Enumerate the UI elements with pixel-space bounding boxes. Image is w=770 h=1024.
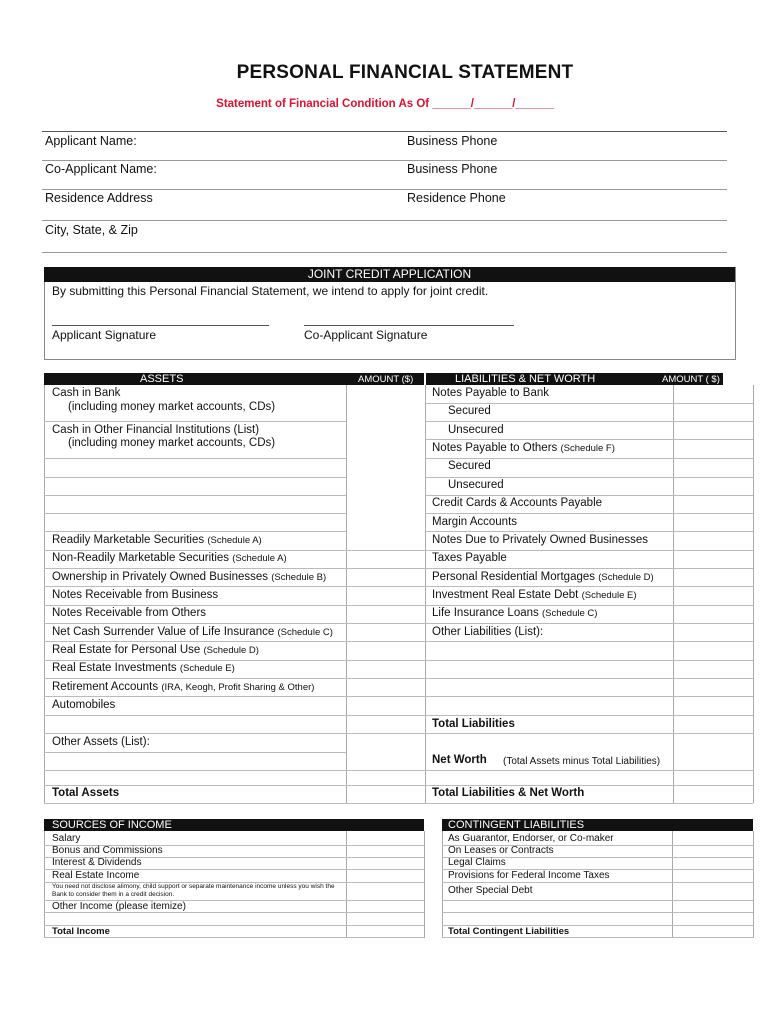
contingent-leases: On Leases or Contracts bbox=[448, 845, 554, 856]
grid-line bbox=[425, 513, 753, 514]
grid-line bbox=[44, 623, 753, 624]
grid-line bbox=[44, 568, 753, 569]
grid-line bbox=[44, 785, 753, 786]
asset-row: Notes Receivable from Others bbox=[52, 607, 207, 619]
grid-line bbox=[44, 586, 753, 587]
grid-line bbox=[44, 477, 346, 478]
grid-line bbox=[753, 831, 754, 938]
grid-line bbox=[44, 696, 753, 697]
joint-credit-heading: JOINT CREDIT APPLICATION bbox=[44, 267, 735, 282]
grid-line bbox=[425, 403, 753, 404]
grid-line bbox=[442, 937, 753, 938]
grid-line bbox=[425, 477, 753, 478]
business-phone-field[interactable]: Business Phone bbox=[407, 134, 498, 148]
income-bonus: Bonus and Commissions bbox=[52, 845, 163, 856]
income-other: Other Income (please itemize) bbox=[52, 901, 186, 912]
grid-line bbox=[44, 715, 753, 716]
coapplicant-business-phone-field[interactable]: Business Phone bbox=[407, 162, 498, 176]
net-worth-note: (Total Assets minus Total Liabilities) bbox=[503, 756, 661, 767]
liab-credit-cards: Credit Cards & Accounts Payable bbox=[432, 497, 603, 509]
asset-row: Readily Marketable Securities (Schedule A) bbox=[52, 534, 262, 546]
applicant-signature-line[interactable] bbox=[52, 325, 269, 326]
asset-row: Net Cash Surrender Value of Life Insurance (Schedule C) bbox=[52, 626, 333, 638]
total-liabilities-net-worth-label: Total Liabilities & Net Worth bbox=[432, 787, 585, 799]
asset-other-assets: Other Assets (List): bbox=[52, 736, 150, 748]
grid-line bbox=[425, 531, 753, 532]
grid-line bbox=[44, 803, 753, 804]
grid-line bbox=[672, 831, 673, 938]
grid-line bbox=[442, 912, 753, 913]
asset-row: Automobiles bbox=[52, 699, 116, 711]
coapplicant-name-field[interactable]: Co-Applicant Name: bbox=[45, 162, 157, 176]
city-state-zip-field[interactable]: City, State, & Zip bbox=[45, 223, 138, 237]
liab-unsecured: Unsecured bbox=[448, 479, 504, 491]
total-income-label: Total Income bbox=[52, 926, 110, 937]
residence-phone-field[interactable]: Residence Phone bbox=[407, 191, 506, 205]
coapplicant-signature-label: Co-Applicant Signature bbox=[304, 328, 428, 342]
divider bbox=[42, 189, 727, 190]
total-assets-label: Total Assets bbox=[52, 787, 120, 799]
liabilities-amount-heading: AMOUNT ( $) bbox=[662, 374, 720, 385]
grid-line bbox=[44, 458, 346, 459]
grid-line bbox=[44, 605, 753, 606]
assets-heading: ASSETS bbox=[140, 373, 184, 385]
applicant-signature-label: Applicant Signature bbox=[52, 328, 157, 342]
grid-line bbox=[442, 900, 753, 901]
assets-amount-heading: AMOUNT ($) bbox=[358, 374, 414, 385]
contingent-heading: CONTINGENT LIABILITIES bbox=[448, 819, 585, 831]
grid-line bbox=[44, 385, 45, 803]
net-worth-label: Net Worth bbox=[432, 754, 487, 766]
grid-line bbox=[44, 937, 424, 938]
asset-row: Non-Readily Marketable Securities (Schedule A) bbox=[52, 552, 287, 564]
liab-investment-re: Investment Real Estate Debt (Schedule E) bbox=[432, 589, 637, 601]
contingent-other: Other Special Debt bbox=[448, 885, 533, 896]
income-real-estate: Real Estate Income bbox=[52, 870, 140, 881]
asset-row: Real Estate Investments (Schedule E) bbox=[52, 662, 235, 674]
statement-date-line[interactable]: Statement of Financial Condition As Of ______/______/______ bbox=[216, 98, 554, 110]
grid-line bbox=[44, 752, 346, 753]
grid-line bbox=[425, 421, 753, 422]
divider bbox=[42, 160, 727, 161]
liab-secured: Secured bbox=[448, 405, 491, 417]
contingent-legal: Legal Claims bbox=[448, 857, 506, 868]
liab-taxes: Taxes Payable bbox=[432, 552, 507, 564]
applicant-name-field[interactable]: Applicant Name: bbox=[45, 134, 137, 148]
liab-mortgages: Personal Residential Mortgages (Schedule D) bbox=[432, 571, 654, 583]
residence-address-field[interactable]: Residence Address bbox=[45, 191, 153, 205]
liab-other: Other Liabilities (List): bbox=[432, 626, 544, 638]
grid-line bbox=[44, 495, 346, 496]
contingent-guarantor: As Guarantor, Endorser, or Co-maker bbox=[448, 833, 614, 844]
grid-line bbox=[673, 385, 674, 803]
joint-credit-text: By submitting this Personal Financial Statement, we intend to apply for joint credit. bbox=[52, 284, 489, 298]
liab-secured: Secured bbox=[448, 460, 491, 472]
grid-line bbox=[44, 513, 346, 514]
grid-line bbox=[44, 678, 753, 679]
asset-row: Ownership in Privately Owned Businesses (Schedule B) bbox=[52, 571, 327, 583]
liab-margin: Margin Accounts bbox=[432, 516, 518, 528]
grid-line bbox=[44, 912, 424, 913]
grid-line bbox=[44, 770, 753, 771]
divider bbox=[42, 220, 727, 221]
page-title: PERSONAL FINANCIAL STATEMENT bbox=[236, 62, 574, 83]
grid-line bbox=[44, 531, 346, 532]
asset-row: Retirement Accounts (IRA, Keogh, Profit Sharing & Other) bbox=[52, 681, 315, 693]
asset-cash-in-bank: Cash in Bank bbox=[52, 387, 121, 399]
grid-line bbox=[44, 421, 346, 422]
liabilities-heading: LIABILITIES & NET WORTH bbox=[455, 373, 596, 385]
total-liabilities-label: Total Liabilities bbox=[432, 718, 515, 730]
divider bbox=[42, 252, 727, 253]
grid-line bbox=[44, 660, 753, 661]
income-salary: Salary bbox=[52, 833, 81, 844]
income-disclaimer: You need not disclose alimony, child support or separate maintenance income unless you wish the Bank to consider them in a credit decision. bbox=[52, 883, 335, 898]
asset-cash-other: Cash in Other Financial Institutions (List) bbox=[52, 424, 260, 436]
grid-line bbox=[44, 641, 753, 642]
grid-line bbox=[425, 458, 753, 459]
grid-line bbox=[424, 831, 425, 938]
liab-life-loans: Life Insurance Loans (Schedule C) bbox=[432, 607, 598, 619]
liab-notes-others: Notes Payable to Others (Schedule F) bbox=[432, 442, 615, 454]
asset-cash-in-bank-sub: (including money market accounts, CDs) bbox=[68, 401, 276, 413]
grid-line bbox=[44, 550, 753, 551]
coapplicant-signature-line[interactable] bbox=[304, 325, 514, 326]
grid-line bbox=[425, 495, 753, 496]
grid-line bbox=[442, 831, 443, 938]
divider bbox=[42, 131, 727, 132]
grid-line bbox=[44, 733, 753, 734]
grid-line bbox=[425, 439, 753, 440]
grid-line bbox=[44, 831, 45, 938]
grid-line bbox=[425, 385, 426, 803]
liab-notes-bank: Notes Payable to Bank bbox=[432, 387, 549, 399]
liab-unsecured: Unsecured bbox=[448, 424, 504, 436]
grid-line bbox=[442, 882, 753, 883]
total-contingent-label: Total Contingent Liabilities bbox=[448, 926, 570, 937]
asset-row: Notes Receivable from Business bbox=[52, 589, 219, 601]
liab-notes-due: Notes Due to Privately Owned Businesses bbox=[432, 534, 649, 546]
grid-line bbox=[346, 831, 347, 938]
grid-line bbox=[753, 385, 754, 803]
income-interest: Interest & Dividends bbox=[52, 857, 142, 868]
asset-cash-other-sub: (including money market accounts, CDs) bbox=[68, 437, 276, 449]
asset-row: Real Estate for Personal Use (Schedule D) bbox=[52, 644, 259, 656]
contingent-taxes: Provisions for Federal Income Taxes bbox=[448, 870, 610, 881]
grid-line bbox=[346, 385, 347, 803]
income-heading: SOURCES OF INCOME bbox=[52, 819, 172, 831]
